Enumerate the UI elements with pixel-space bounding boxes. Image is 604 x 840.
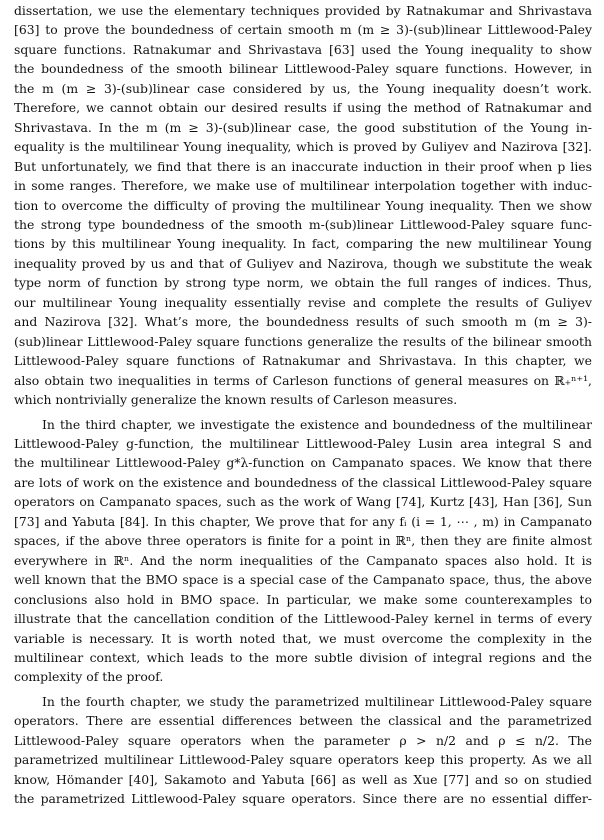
text-line: everywhere in ℝⁿ. And the norm inequalities of the Campanato spaces also hold. It is: [14, 552, 592, 568]
paragraph-second-chapter-summary: [14, 1, 592, 410]
text-line: multilinear context, which leads to the more subtle division of integral regions and the: [14, 649, 592, 665]
text-line: complexity of the proof.: [14, 669, 164, 685]
text-line: operators. There are essential differences between the classical and the parametrized: [14, 713, 592, 729]
text-line: tion to overcome the difficulty of proving the multilinear Young inequality. Then we show: [14, 197, 592, 213]
text-line: Shrivastava. In the m (m ≥ 3)-(sub)linear case, the good substitution of the Young in-: [14, 119, 592, 135]
text-line: In the fourth chapter, we study the parametrized multilinear Littlewood-Paley square: [42, 693, 592, 709]
text-line: Therefore, we cannot obtain our desired results if using the method of Ratnakumar and: [14, 100, 592, 116]
text-line: well known that the BMO space is a special case of the Campanato space, thus, the above: [14, 572, 592, 588]
text-line: equality is the multilinear Young inequality, which is proved by Guliyev and Nazirova [32].: [14, 139, 592, 155]
text-line: In the third chapter, we investigate the existence and boundedness of the multilinear: [42, 416, 592, 432]
text-line: and Nazirova [32]. What’s more, the boundedness results of such smooth m (m ≥ 3)-: [14, 314, 592, 330]
text-line: operators on Campanato spaces, such as the work of Wang [74], Kurtz [43], Han [36], Sun: [14, 494, 592, 510]
text-line: our multilinear Young inequality essentially revise and complete the results of Guliyev: [14, 294, 592, 310]
text-line: inequality proved by us and that of Guliyev and Nazirova, though we substitute the weak: [14, 255, 592, 271]
text-line: square functions. Ratnakumar and Shrivastava [63] used the Young inequality to show: [14, 41, 592, 57]
text-line: Littlewood-Paley square functions of Ratnakumar and Shrivastava. In this chapter, we: [14, 353, 592, 369]
text-line: dissertation, we use the elementary techniques provided by Ratnakumar and Shrivastava: [14, 3, 592, 18]
text-line: the m (m ≥ 3)-(sub)linear case considered by us, the Young inequality doesn’t work.: [14, 80, 592, 96]
text-line: tions by this multilinear Young inequality. In fact, comparing the new multilinear Young: [14, 236, 592, 252]
text-line: which nontrivially generalize the known results of Carleson measures.: [14, 392, 458, 408]
paragraph-fourth-chapter-summary: [14, 692, 592, 809]
text-line: the strong type boundedness of the smooth m-(sub)linear Littlewood-Paley square func-: [14, 216, 592, 232]
text-line: illustrate that the cancellation condition of the Littlewood-Paley kernel in terms of every: [14, 611, 592, 627]
text-line: spaces, if the above three operators is finite for a point in ℝⁿ, then they are finite almost: [14, 533, 592, 549]
text-line: parametrized multilinear Littlewood-Paley square operators keep this property. As we all: [14, 752, 592, 768]
text-line: type norm of function by strong type norm, we obtain the full ranges of indices. Thus,: [14, 275, 592, 291]
text-line: [73] and Yabuta [84]. In this chapter, We prove that for any fᵢ (i = 1, ⋯ , m) in Campanato: [14, 513, 592, 529]
text-line: (sub)linear Littlewood-Paley square functions generalize the results of the bilinear smooth: [14, 333, 592, 349]
text-line: know, Hömander [40], Sakamoto and Yabuta [66] as well as Xue [77] and so on studied: [14, 771, 592, 787]
text-line: [63] to prove the boundedness of certain smooth m (m ≥ 3)-(sub)linear Littlewood-Paley: [14, 22, 592, 38]
text-line: the multilinear Littlewood-Paley g*λ-function on Campanato spaces. We know that there: [14, 455, 592, 471]
text-line: But unfortunately, we find that there is an inaccurate induction in their proof when p lies: [14, 158, 592, 174]
paragraph-third-chapter-summary: [14, 415, 592, 687]
text-line: Littlewood-Paley square operators when the parameter ρ > n/2 and ρ ≤ n/2. The: [14, 732, 592, 748]
text-line: Littlewood-Paley g-function, the multilinear Littlewood-Paley Lusin area integral S and: [14, 435, 592, 451]
text-line: the boundedness of the smooth bilinear Littlewood-Paley square functions. However, in: [14, 61, 592, 77]
text-line: variable is necessary. It is worth noted that, we must overcome the complexity in the: [14, 630, 592, 646]
text-line: in some ranges. Therefore, we make use of multilinear interpolation together with induc-: [14, 178, 592, 194]
text-line: are lots of work on the existence and boundedness of the classical Littlewood-Paley square: [14, 474, 592, 490]
text-line: conclusions also hold in BMO space. In particular, we make some counterexamples to: [14, 591, 592, 607]
text-line: also obtain two inequalities in terms of Carleson functions of general measures on ℝ₊ⁿ⁺¹,: [14, 372, 592, 388]
text-line: the parametrized Littlewood-Paley square operators. Since there are no essential differ-: [14, 791, 592, 807]
